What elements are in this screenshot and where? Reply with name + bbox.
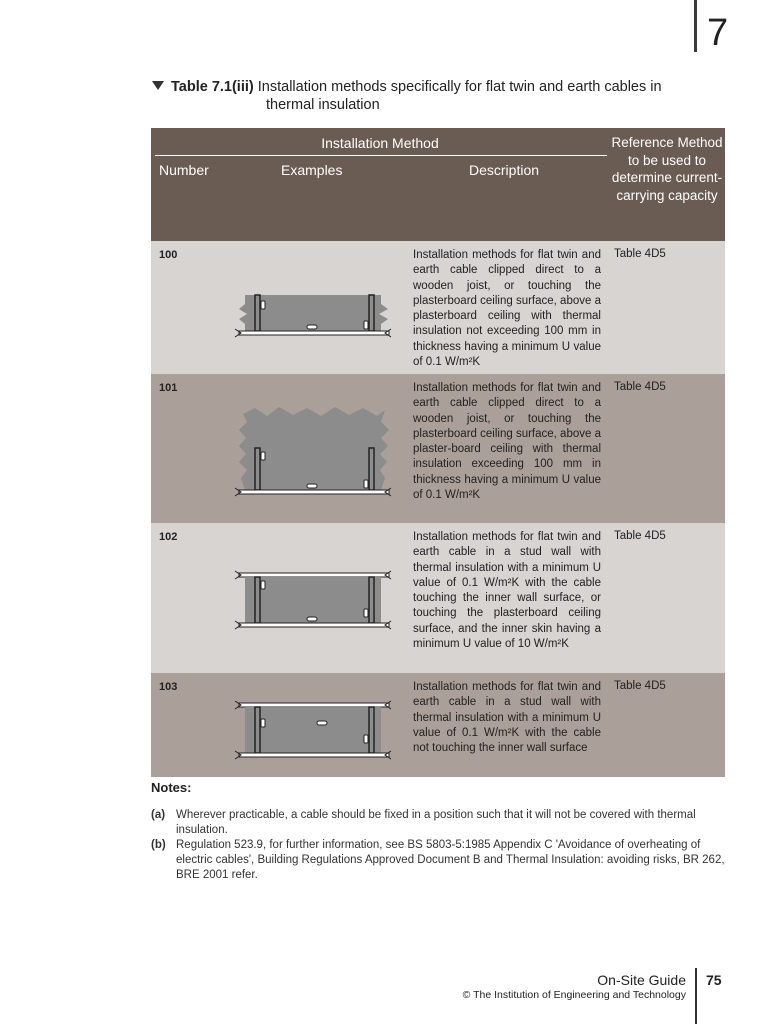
chapter-number: 7	[707, 12, 729, 54]
stud-wall-not-touching-diagram	[233, 699, 393, 763]
table-row	[151, 523, 725, 673]
row-number: 102	[159, 531, 178, 543]
footer-book-title: On-Site Guide	[597, 972, 686, 988]
row-reference: Table 4D5	[614, 680, 666, 692]
stud-wall-touching-diagram	[233, 569, 393, 633]
table-row	[151, 241, 725, 374]
installation-methods-table	[151, 128, 725, 777]
row-reference: Table 4D5	[614, 381, 666, 393]
row-description: Installation methods for flat twin and earth cable clipped direct to a wooden joist, or touching the plasterboard ceiling surface, above a plasterboard ceiling with thermal insulation not exceeding 100 mm in thickness having a minimum U value of 0.1 W/m²K	[413, 249, 601, 369]
header-reference-method: Reference Method to be used to determine current-carrying capacity	[611, 135, 723, 203]
footer-rule	[695, 968, 697, 1024]
header-installation-method: Installation Method	[321, 135, 439, 151]
header-divider	[155, 155, 607, 156]
table-title-text: Installation methods specifically for flat twin and earth cables in	[257, 79, 662, 95]
header-description: Description	[469, 162, 540, 178]
row-description: Installation methods for flat twin and earth cable in a stud wall with thermal insulation with a minimum U value of 0.1 W/m²K with the cable touching the inner wall surface, or touching the plasterboard ceiling surface, and the inner skin having a minimum U value of 10 W/m²K	[413, 531, 601, 651]
table-row	[151, 673, 725, 777]
table-title	[152, 78, 712, 114]
note-b	[151, 838, 727, 883]
header-number: Number	[159, 162, 209, 178]
page-number: 75	[706, 972, 722, 988]
note-a	[151, 808, 727, 838]
joist-deep-insulation-diagram	[233, 404, 393, 500]
row-number: 101	[159, 382, 178, 394]
footer-copyright: © The Institution of Engineering and Technology	[462, 989, 686, 1001]
row-number: 100	[159, 249, 178, 261]
note-a-text: Wherever practicable, a cable should be fixed in a position such that it will not be covered with thermal insulation.	[176, 809, 696, 836]
row-number: 103	[159, 681, 178, 693]
row-description: Installation methods for flat twin and earth cable clipped direct to a wooden joist, or touching the plasterboard ceiling surface, above a plaster-board ceiling with thermal insulation exceeding 100 mm in thickness having a minimum U value of 0.1 W/m²K	[413, 382, 601, 502]
table-row	[151, 374, 725, 523]
table-header	[151, 128, 725, 241]
triangle-bullet-icon	[152, 81, 164, 90]
notes-title: Notes:	[151, 780, 192, 795]
chapter-rule	[694, 0, 697, 52]
table-title-text-2: thermal insulation	[266, 97, 380, 113]
row-description: Installation methods for flat twin and earth cable in a stud wall with thermal insulation with a minimum U value of 0.1 W/m²K with the cable not touching the inner wall surface	[413, 681, 601, 755]
note-b-label: (b)	[151, 839, 166, 851]
row-reference: Table 4D5	[614, 530, 666, 542]
note-a-label: (a)	[151, 809, 166, 821]
note-b-text: Regulation 523.9, for further information, see BS 5803-5:1985 Appendix C 'Avoidance of overheating of electric cables', Building Regulations Approved Document B and Thermal Insulation: avoiding risks, BR 262, BRE 2001 refer.	[176, 839, 725, 881]
header-examples: Examples	[281, 162, 343, 178]
row-reference: Table 4D5	[614, 248, 666, 260]
table-title-label: Table 7.1(iii)	[171, 79, 254, 95]
joist-ceiling-diagram	[233, 279, 393, 341]
